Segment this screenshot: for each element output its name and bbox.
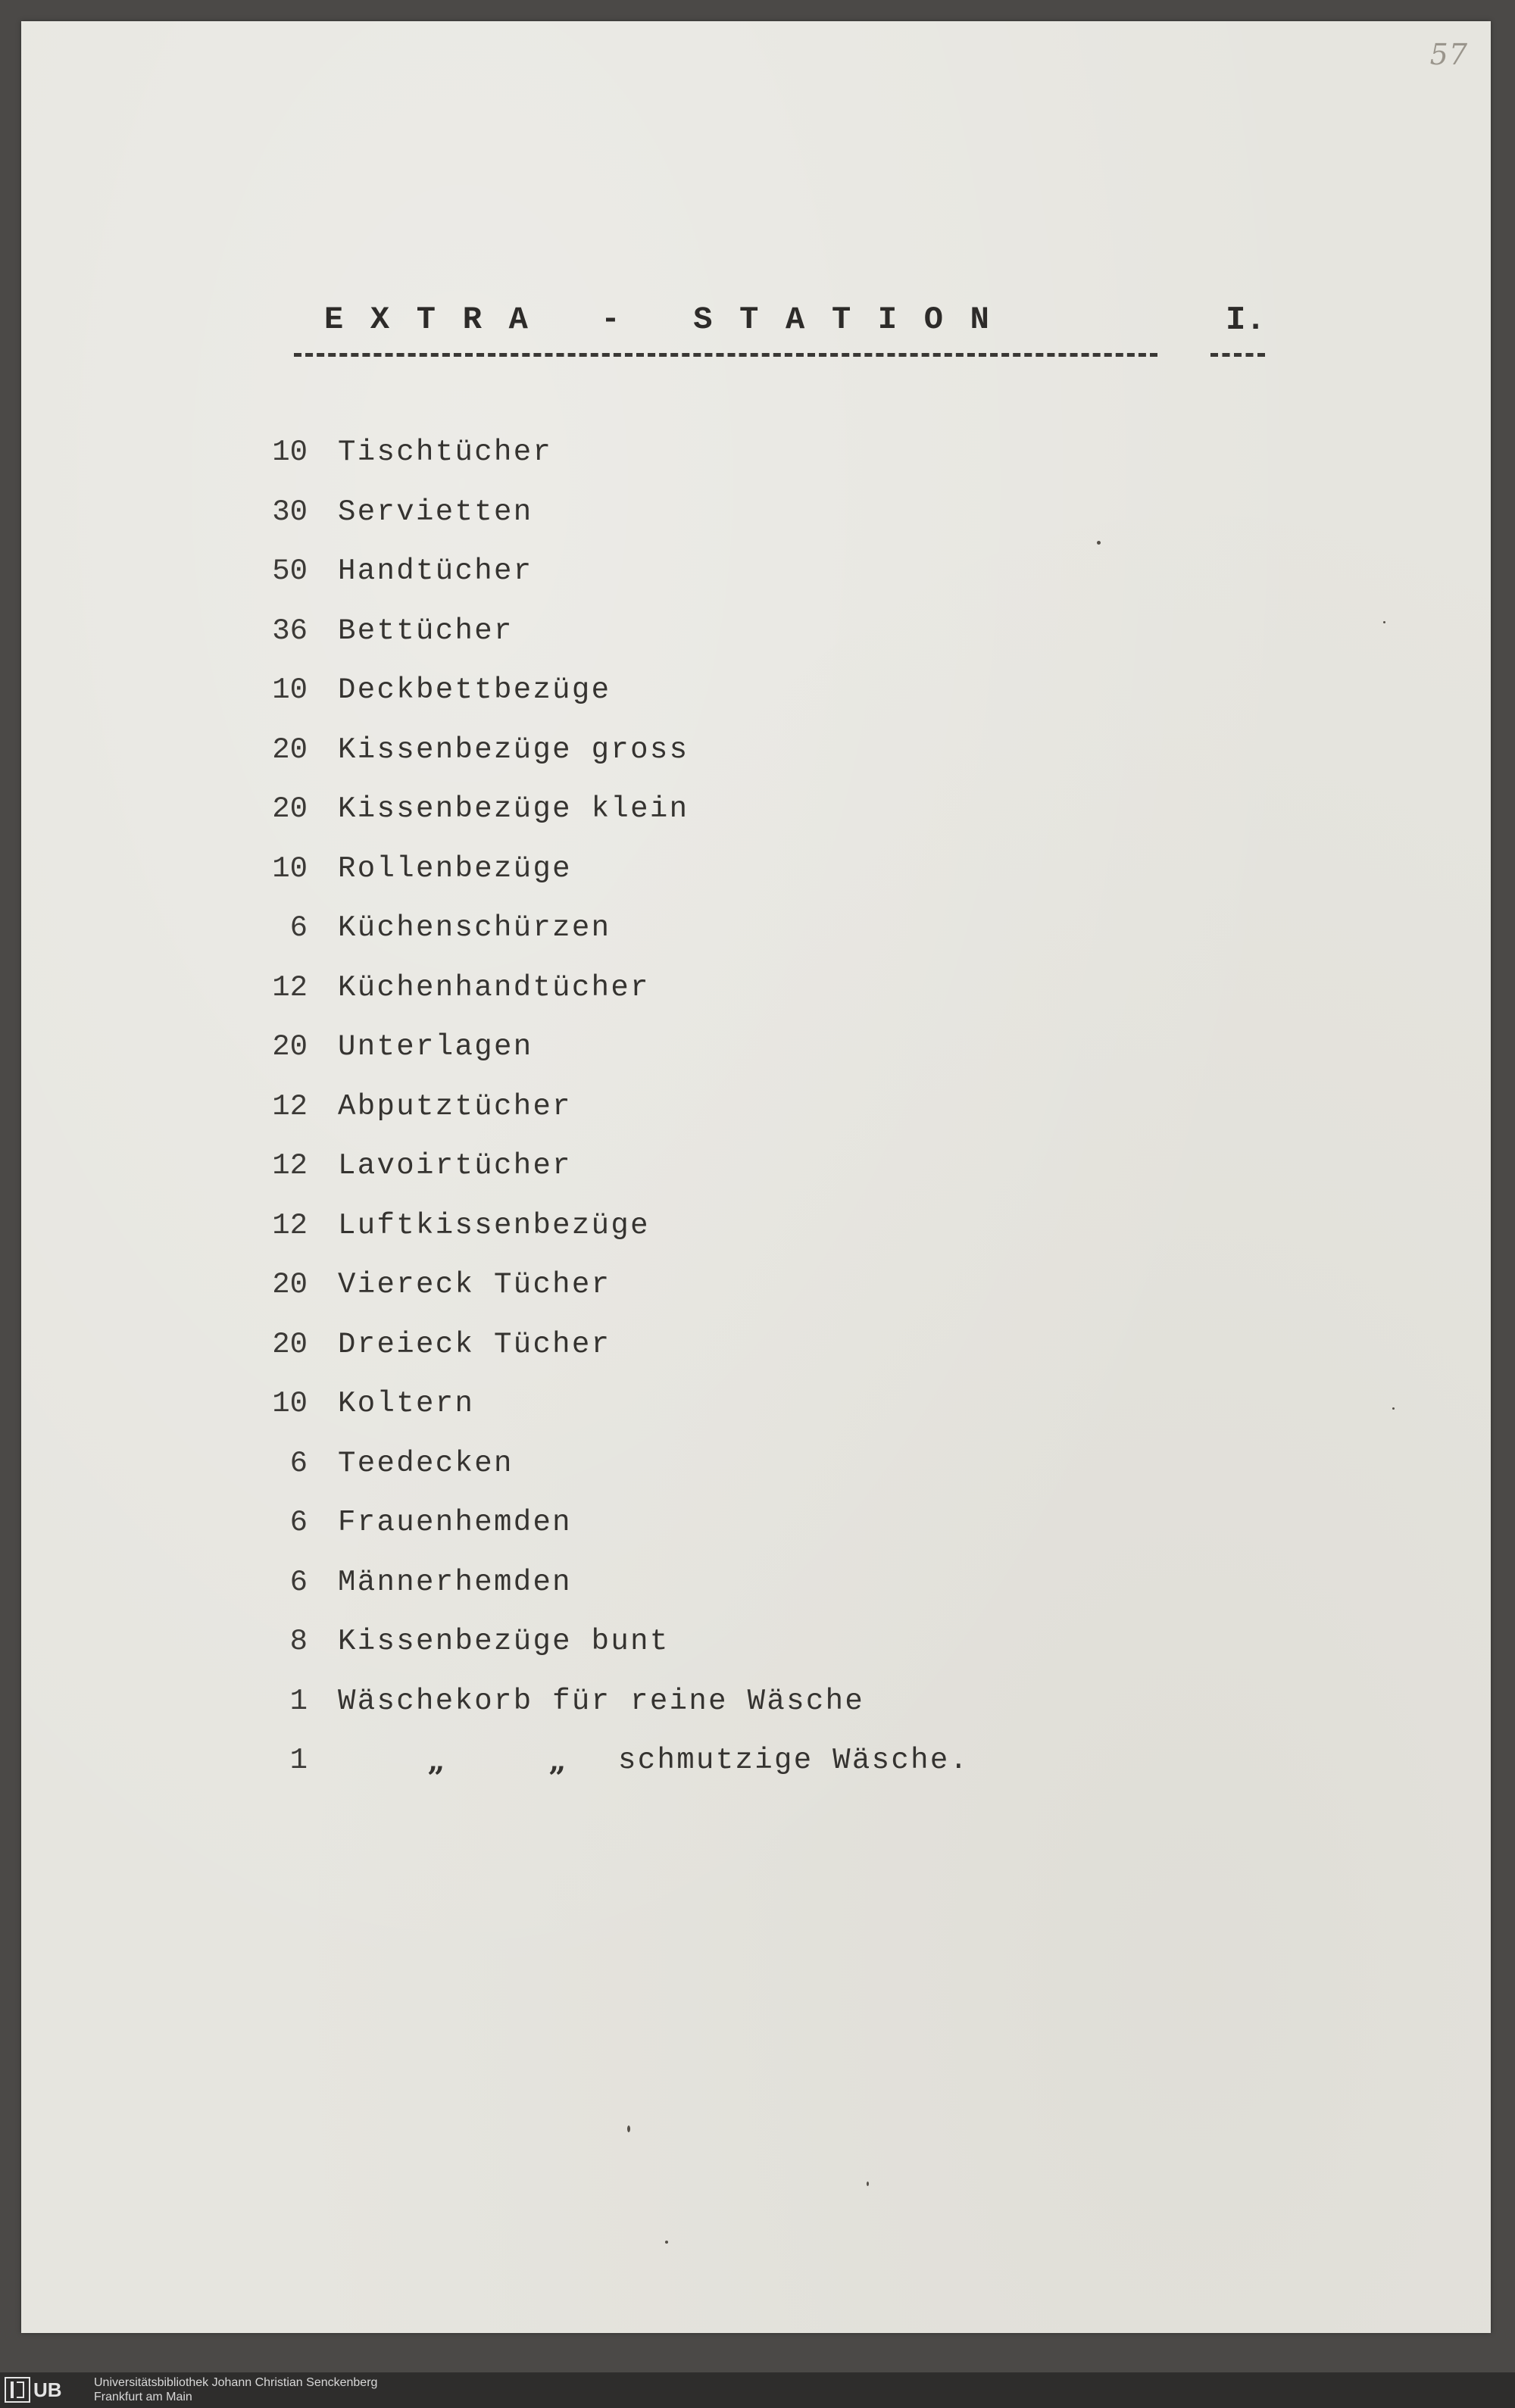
heading-number: I. — [1226, 301, 1266, 339]
footer-line-1: Universitätsbibliothek Johann Christian Senckenberg — [94, 2376, 378, 2389]
item-name: Männerhemden — [338, 1565, 572, 1599]
list-item — [248, 779, 969, 839]
library-logo — [5, 2377, 62, 2403]
library-logo-text: UB — [33, 2378, 62, 2401]
list-item — [248, 1315, 969, 1375]
ditto-mark: „ — [427, 1742, 445, 1779]
item-name: Deckbettbezüge — [338, 673, 611, 707]
item-name: Kissenbezüge klein — [338, 792, 689, 826]
list-item — [248, 1434, 969, 1494]
list-item — [248, 1017, 969, 1077]
item-name: Teedecken — [338, 1446, 514, 1480]
item-quantity: 1 — [289, 1684, 308, 1718]
item-name: Wäschekorb für reine Wäsche — [338, 1684, 865, 1718]
item-quantity: 6 — [289, 1565, 308, 1599]
item-name: Handtücher — [338, 554, 533, 589]
item-quantity: 20 — [272, 792, 308, 826]
paper-speck — [665, 2241, 668, 2244]
item-quantity: 1 — [289, 1744, 308, 1778]
item-quantity: 6 — [289, 911, 308, 945]
list-item — [248, 423, 969, 483]
item-quantity: 20 — [272, 1030, 308, 1064]
item-quantity: 10 — [272, 1387, 308, 1421]
list-item-ditto — [248, 1731, 969, 1791]
heading-title: EXTRA - STATION — [324, 301, 1017, 338]
list-item — [248, 1612, 969, 1672]
item-quantity: 6 — [289, 1446, 308, 1480]
paper-speck — [867, 2182, 869, 2186]
library-logo-icon — [5, 2377, 30, 2403]
item-quantity: 20 — [272, 732, 308, 767]
item-name: Dreieck Tücher — [338, 1327, 611, 1361]
item-quantity: 30 — [272, 495, 308, 529]
item-name: Frauenhemden — [338, 1506, 572, 1540]
item-quantity: 50 — [272, 554, 308, 589]
item-quantity: 20 — [272, 1327, 308, 1361]
item-name: Kissenbezüge bunt — [338, 1625, 670, 1659]
item-name: Tischtücher — [338, 436, 553, 470]
heading — [294, 301, 1279, 362]
paper-speck — [1097, 541, 1101, 545]
list-item — [248, 1553, 969, 1613]
inventory-list — [248, 423, 969, 1791]
ditto-mark: „ — [548, 1742, 567, 1779]
paper-speck — [1392, 1407, 1395, 1410]
item-name: Koltern — [338, 1387, 475, 1421]
document-page — [21, 21, 1491, 2333]
item-quantity: 6 — [289, 1506, 308, 1540]
item-quantity: 10 — [272, 851, 308, 885]
paper-speck — [627, 2125, 630, 2132]
footer-line-2: Frankfurt am Main — [94, 2391, 192, 2403]
item-name: Kissenbezüge gross — [338, 732, 689, 767]
item-quantity: 12 — [272, 1149, 308, 1183]
list-item — [248, 720, 969, 780]
list-item — [248, 839, 969, 899]
item-quantity: 12 — [272, 1208, 308, 1242]
item-name: Küchenhandtücher — [338, 970, 650, 1004]
item-quantity: 12 — [272, 1089, 308, 1123]
heading-underline — [294, 353, 1157, 357]
list-item — [248, 1196, 969, 1256]
list-item — [248, 601, 969, 661]
item-quantity: 36 — [272, 614, 308, 648]
item-name: Abputztücher — [338, 1089, 572, 1123]
list-item — [248, 1077, 969, 1137]
list-item — [248, 898, 969, 958]
list-item — [248, 958, 969, 1018]
footer-bar — [0, 2372, 1515, 2408]
item-name: Unterlagen — [338, 1030, 533, 1064]
list-item — [248, 661, 969, 720]
item-quantity: 8 — [289, 1625, 308, 1659]
item-name: Servietten — [338, 495, 533, 529]
list-item — [248, 542, 969, 601]
list-item — [248, 1493, 969, 1553]
folio-number: 57 — [1429, 38, 1468, 71]
paper-speck — [1383, 621, 1385, 623]
list-item — [248, 483, 969, 542]
item-name: schmutzige Wäsche. — [618, 1744, 970, 1778]
item-name: Luftkissenbezüge — [338, 1208, 650, 1242]
item-quantity: 20 — [272, 1268, 308, 1302]
item-name: Bettücher — [338, 614, 514, 648]
footer-credit — [94, 2375, 377, 2404]
list-item — [248, 1136, 969, 1196]
item-name: Viereck Tücher — [338, 1268, 611, 1302]
item-quantity: 12 — [272, 970, 308, 1004]
item-name: Küchenschürzen — [338, 911, 611, 945]
heading-number-underline — [1210, 353, 1265, 357]
item-name: Rollenbezüge — [338, 851, 572, 885]
item-name: Lavoirtücher — [338, 1149, 572, 1183]
item-quantity: 10 — [272, 436, 308, 470]
list-item — [248, 1255, 969, 1315]
list-item — [248, 1672, 969, 1732]
item-quantity: 10 — [272, 673, 308, 707]
list-item — [248, 1374, 969, 1434]
